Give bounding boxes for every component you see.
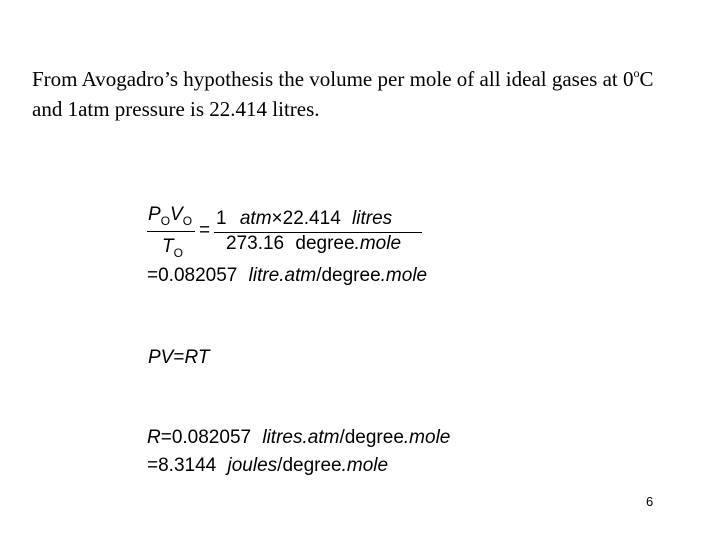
unit-degree: degree — [321, 265, 381, 286]
equation-3-line-2 — [147, 455, 388, 477]
unit-mole: .mole — [403, 427, 451, 448]
equals: = — [173, 347, 185, 368]
unit-mole: .mole — [341, 455, 389, 476]
r-value-joules: =8.3144 — [147, 455, 217, 476]
subscript-o: O — [160, 213, 171, 228]
symbol-p: P — [148, 204, 161, 225]
equation-3-line-1 — [147, 427, 450, 449]
r-value-litres-atm: =0.082057 — [160, 427, 252, 448]
equation-1-lhs-fraction-bar — [147, 231, 195, 232]
slash: / — [339, 427, 345, 448]
unit-mole: .mole — [380, 265, 428, 286]
symbol-rt: RT — [184, 347, 210, 368]
subscript-o: O — [173, 245, 183, 260]
equation-1-rhs-denominator — [226, 233, 401, 255]
unit-degree: degree — [295, 233, 355, 254]
symbol-v: V — [170, 204, 183, 225]
unit-degree: degree — [344, 427, 404, 448]
numerator-value: 1 — [216, 208, 227, 229]
equation-1-lhs-numerator — [148, 204, 192, 226]
degree-symbol: o — [633, 66, 640, 80]
unit-litres: litres — [352, 208, 393, 229]
slash: / — [316, 265, 322, 286]
intro-paragraph — [32, 64, 672, 124]
page-number: 6 — [646, 494, 654, 509]
unit-degree: degree — [282, 455, 342, 476]
intro-text-part-1: From Avogadro’s hypothesis the volume per mole of all ideal gases at 0 — [32, 67, 634, 91]
equation-1-equals: = — [199, 220, 211, 241]
denominator-value: 273.16 — [226, 233, 285, 254]
equation-1-result — [147, 265, 427, 287]
symbol-pv: PV — [148, 347, 174, 368]
symbol-t: T — [162, 236, 174, 257]
slash: / — [277, 455, 283, 476]
unit-joules: joules — [227, 455, 278, 476]
result-value: =0.082057 — [147, 265, 238, 286]
unit-litres-atm: litres.atm — [262, 427, 340, 448]
subscript-o: O — [182, 213, 193, 228]
intro-text-part-2: C and 1atm pressure is 22.414 litres. — [32, 67, 654, 121]
unit-litre-atm: litre.atm — [248, 265, 317, 286]
equation-1-lhs-denominator — [162, 236, 183, 258]
equation-1-rhs-numerator — [216, 208, 392, 230]
unit-mole: .mole — [354, 233, 402, 254]
unit-atm: atm — [239, 208, 272, 229]
symbol-r: R — [147, 427, 161, 448]
equation-2 — [148, 347, 209, 369]
numerator-product: ×22.414 — [271, 208, 341, 229]
